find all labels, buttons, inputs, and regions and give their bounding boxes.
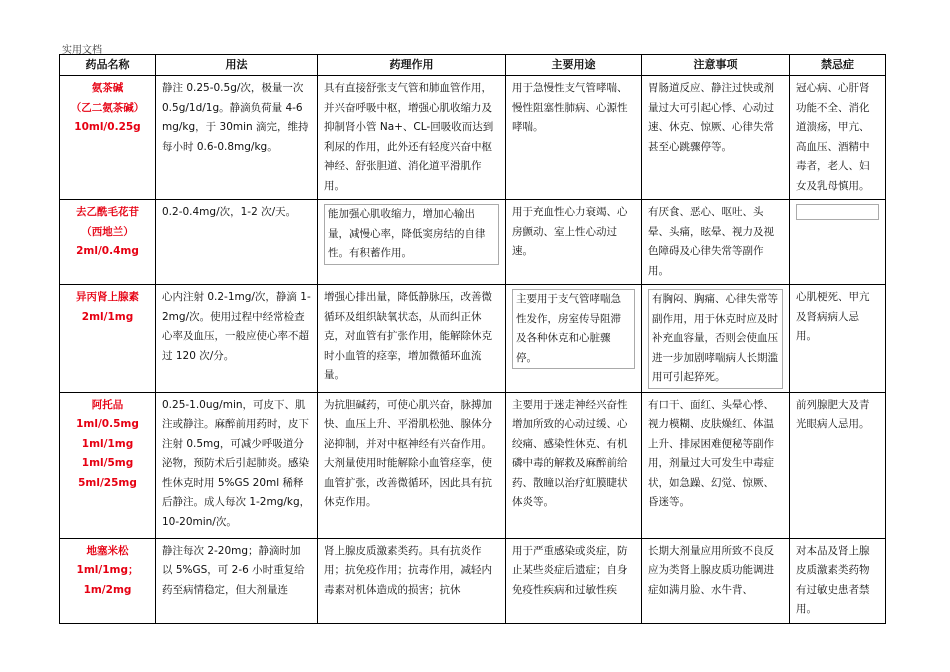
pharmacology-cell: 肾上腺皮质激素类药。具有抗炎作用；抗免疫作用；抗毒作用，减轻内毒素对机体造成的损害；抗休	[318, 538, 506, 623]
drug-name: 地塞米松	[86, 544, 129, 557]
table-row	[60, 392, 886, 538]
main-uses-cell: 用于急慢性支气管哮喘、慢性阻塞性肺病、心源性哮喘。	[506, 76, 642, 200]
document-label: 实用文档	[62, 45, 102, 56]
pharmacology-cell: 增强心排出量，降低静脉压，改善微循环及组织缺氧状态，从而纠正休克，对血管有扩张作用，能解除休克时小血管的痉挛，增加微循环血流量。	[318, 285, 506, 393]
drug-spec: 1ml/1mg；	[76, 564, 139, 576]
header-usage: 用法	[156, 55, 318, 76]
drug-spec: 1ml/0.5mg	[76, 418, 139, 430]
table-row	[60, 76, 886, 200]
pharmacology-cell: 具有直接舒张支气管和肺血管作用，并兴奋呼吸中枢，增强心肌收缩力及抑制肾小管 Na+、CL-回吸收而达到利尿的作用，此外还有轻度兴奋中枢神经、舒张胆道、消化道平滑肌作用。	[318, 76, 506, 200]
drug-name: 阿托品	[91, 398, 124, 411]
table-row	[60, 538, 886, 623]
main-uses-cell: 用于充血性心力衰竭、心房颤动、室上性心动过速。	[506, 200, 642, 285]
usage-cell: 静注 0.25-0.5g/次，极量一次 0.5g/1d/1g。静滴负荷量 4-6mg/kg，于 30min 滴完，维持每小时 0.6-0.8mg/kg。	[156, 76, 318, 200]
usage-cell: 0.25-1.0ug/min，可皮下、肌注或静注。麻醉前用药时，皮下注射 0.5mg，可减少呼吸道分泌物，预防术后引起肺炎。感染性休克时用 5%GS 20ml 稀释后静注。成人每次 1-2mg/kg，10-20min/次。	[156, 392, 318, 538]
precautions-cell: 有厌食、恶心、呕吐、头晕、头痛，眩晕、视力及视色障碍及心律失常等副作用。	[642, 200, 790, 285]
contraindications-cell: 冠心病、心肝肾功能不全、消化道溃疡，甲亢、高血压、酒精中毒者，老人、妇女及乳母慎用。	[790, 76, 886, 200]
drug-name: 去乙酰毛花苷	[76, 206, 139, 218]
drug-table	[59, 54, 886, 624]
drug-name-cell	[60, 76, 156, 200]
drug-spec: 2ml/0.4mg	[76, 245, 139, 257]
contraindications-cell: 对本品及肾上腺皮质激素类药物有过敏史患者禁用。	[790, 538, 886, 623]
precautions-cell: 胃肠道反应、静注过快或剂量过大可引起心悸、心动过速、休克、惊厥、心律失常甚至心跳骤停等。	[642, 76, 790, 200]
pharmacology-text: 能加强心肌收缩力，增加心输出量，减慢心率，降低窦房结的自律性。有积蓄作用。	[324, 204, 499, 265]
contraindications-cell: 心肌梗死、甲亢及肾病病人忌用。	[790, 285, 886, 393]
precautions-text: 有胸闷、胸痛、心律失常等副作用，用于休克时应及时补充血容量，否则会使血压进一步加剧哮喘病人长期滥用可引起猝死。	[648, 289, 783, 389]
drug-name: 异丙肾上腺素	[76, 291, 139, 303]
header-precautions: 注意事项	[642, 55, 790, 76]
usage-cell: 0.2-0.4mg/次，1-2 次/天。	[156, 200, 318, 285]
header-drug-name: 药品名称	[60, 55, 156, 76]
drug-name-cell	[60, 392, 156, 538]
table-header-row	[60, 55, 886, 76]
drug-spec: 10ml/0.25g	[74, 121, 141, 133]
usage-cell: 静注每次 2-20mg；静滴时加以 5%GS，可 2-6 小时重复给药至病情稳定，但大剂量连	[156, 538, 318, 623]
drug-spec: 1ml/1mg	[81, 437, 134, 450]
drug-alias: （乙二氨茶碱）	[70, 101, 145, 114]
precautions-cell: 长期大剂量应用所致不良反应为类肾上腺皮质功能调进症如满月脸、水牛背、	[642, 538, 790, 623]
drug-spec: 5ml/25mg	[78, 476, 137, 489]
main-uses-cell: 主要用于迷走神经兴奋性增加所致的心动过缓、心绞痛、感染性休克、有机磷中毒的解救及麻醉前给药、散瞳以治疗虹膜睫状体炎等。	[506, 392, 642, 538]
contraindications-cell: 前列腺肥大及青光眼病人忌用。	[790, 392, 886, 538]
pharmacology-cell: 为抗胆碱药，可使心肌兴奋，脉搏加快、血压上升、平滑肌松弛、腺体分泌抑制，并对中枢神经有兴奋作用。大剂量使用时能解除小血管痉挛，使血管扩张，改善微循环，因此具有抗休克作用。	[318, 392, 506, 538]
drug-name-cell	[60, 200, 156, 285]
drug-spec: 1m/2mg	[83, 583, 132, 596]
precautions-cell	[642, 285, 790, 393]
main-uses-cell	[506, 285, 642, 393]
usage-cell: 心内注射 0.2-1mg/次，静滴 1-2mg/次。使用过程中经常检查心率及血压，一般应使心率不超过 120 次/分。	[156, 285, 318, 393]
main-uses-text: 主要用于支气管哮喘急性发作，房室传导阻滞及各种休克和心脏骤停。	[512, 289, 635, 369]
header-contraindications: 禁忌症	[790, 55, 886, 76]
drug-spec: 1ml/5mg	[81, 457, 134, 469]
header-pharmacology: 药理作用	[318, 55, 506, 76]
table-row	[60, 285, 886, 393]
table-row	[60, 200, 886, 285]
drug-spec: 2ml/1mg	[81, 310, 134, 323]
precautions-cell: 有口干、面红、头晕心悸、视力模糊、皮肤燥红、体温上升、排尿困难便秘等副作用，剂量过大可发生中毒症状，如急躁、幻觉、惊厥、昏迷等。	[642, 392, 790, 538]
drug-alias: （西地兰）	[81, 225, 134, 238]
header-main-uses: 主要用途	[506, 55, 642, 76]
empty-field	[796, 204, 879, 220]
drug-name-cell	[60, 285, 156, 393]
main-uses-cell: 用于严重感染或炎症，防止某些炎症后遗症；自身免疫性疾病和过敏性疾	[506, 538, 642, 623]
pharmacology-cell	[318, 200, 506, 285]
contraindications-cell	[790, 200, 886, 285]
drug-name: 氨茶碱	[91, 82, 124, 94]
drug-name-cell	[60, 538, 156, 623]
